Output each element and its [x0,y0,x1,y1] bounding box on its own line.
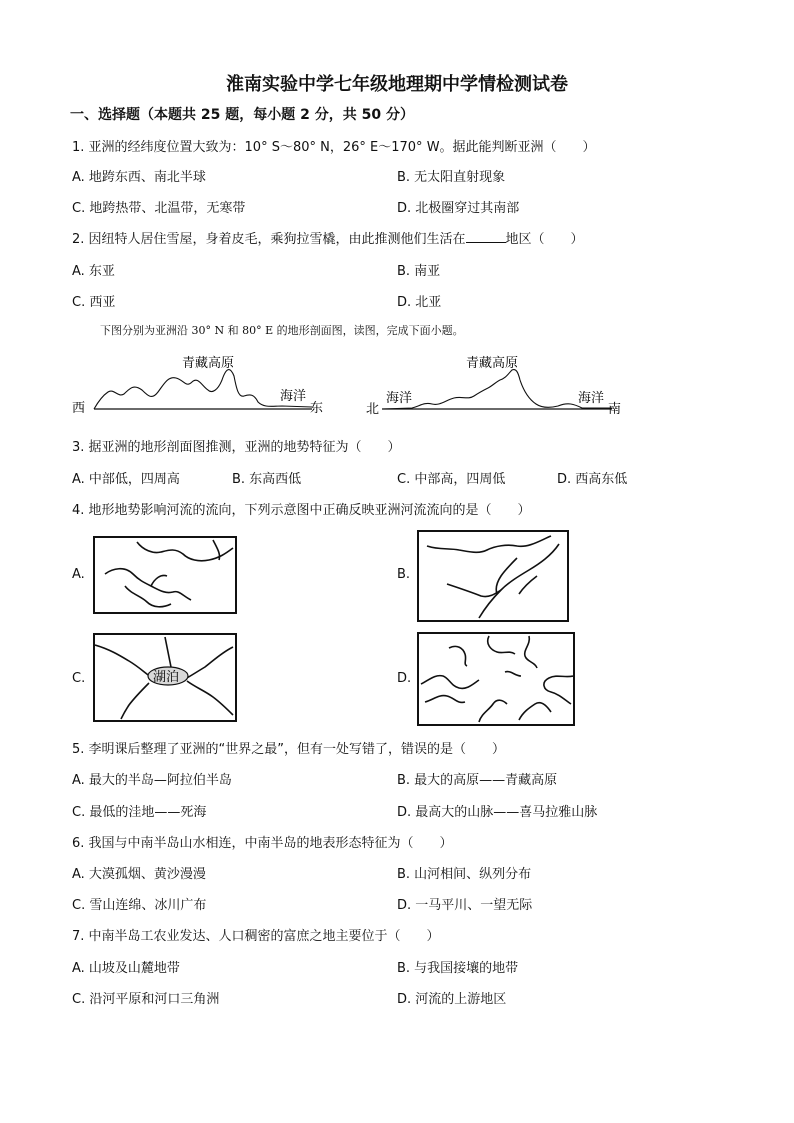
profile-30n-ocean-label: 海洋 [280,388,307,403]
section-heading: 一、选择题（本题共 25 题，每小题 2 分，共 50 分） [70,107,414,123]
question-7-option-a[interactable]: A. 山坡及山麓地带 [72,961,180,976]
river-map-a-svg [95,538,235,612]
profile-30n-east-label: 东 [310,400,324,415]
profile-30n-figure [72,350,332,420]
question-2-option-c[interactable]: C. 西亚 [72,295,116,310]
question-7-stem: 7. 中南半岛工农业发达、人口稠密的富庶之地主要位于（ ） [72,929,440,944]
river-map-d-svg [419,634,573,724]
question-3-option-d[interactable]: D. 西高东低 [557,472,628,487]
question-2-stem-text: 2. 因纽特人居住雪屋，身着皮毛，乘狗拉雪橇，由此推测他们生活在 [72,232,466,247]
profile-80e-svg [362,350,632,420]
profile-80e-peak-label: 青藏高原 [466,355,519,370]
question-7-option-b[interactable]: B. 与我国接壤的地带 [397,961,519,976]
question-3-option-a[interactable]: A. 中部低，四周高 [72,472,180,487]
profile-80e-north-label: 北 [366,401,380,416]
question-1-option-a[interactable]: A. 地跨东西、南北半球 [72,170,206,185]
question-7-option-d[interactable]: D. 河流的上游地区 [397,992,507,1007]
profile-30n-svg [72,350,332,420]
profile-30n-peak-label: 青藏高原 [182,355,235,370]
question-5-option-d[interactable]: D. 最高大的山脉——喜马拉雅山脉 [397,805,598,820]
question-2-option-a[interactable]: A. 东亚 [72,264,115,279]
question-7-option-c[interactable]: C. 沿河平原和河口三角洲 [72,992,220,1007]
question-6-option-a[interactable]: A. 大漠孤烟、黄沙漫漫 [72,867,206,882]
question-4-option-a-label[interactable]: A. [72,567,85,582]
question-2-option-d[interactable]: D. 北亚 [397,295,442,310]
lake-label: 湖泊 [153,669,180,684]
figure-intro: 下图分别为亚洲沿 30° N 和 80° E 的地形剖面图，读图，完成下面小题。 [100,324,464,337]
question-6-stem: 6. 我国与中南半岛山水相连，中南半岛的地表形态特征为（ ） [72,836,453,851]
question-4-option-c-label[interactable]: C. [72,671,86,686]
question-4-option-b-label[interactable]: B. [397,567,411,582]
question-4-option-d-label[interactable]: D. [397,671,412,686]
question-2-stem [72,228,584,247]
page-title: 淮南实验中学七年级地理期中学情检测试卷 [226,74,568,95]
question-3-option-c[interactable]: C. 中部高，四周低 [397,472,506,487]
profile-30n-west-label: 西 [72,400,86,415]
profile-80e-figure [362,350,632,420]
question-5-option-a[interactable]: A. 最大的半岛—阿拉伯半岛 [72,773,232,788]
question-6-option-b[interactable]: B. 山河相间、纵列分布 [397,867,532,882]
river-map-b-svg [419,532,567,620]
answer-blank [466,230,506,243]
question-6-option-d[interactable]: D. 一马平川、一望无际 [397,898,533,913]
profile-80e-ocean-right-label: 海洋 [578,390,605,405]
question-2-option-b[interactable]: B. 南亚 [397,264,441,279]
question-2-stem-tail: 地区（ ） [505,232,584,247]
question-3-option-b[interactable]: B. 东高西低 [232,472,302,487]
question-5-option-c[interactable]: C. 最低的洼地——死海 [72,805,207,820]
river-map-a[interactable] [93,536,237,614]
river-map-d[interactable] [417,632,575,726]
question-3-stem: 3. 据亚洲的地形剖面图推测，亚洲的地势特征为（ ） [72,440,401,455]
question-4-stem: 4. 地形地势影响河流的流向，下列示意图中正确反映亚洲河流流向的是（ ） [72,503,531,518]
profile-80e-south-label: 南 [608,401,622,416]
question-5-stem: 5. 李明课后整理了亚洲的“世界之最”，但有一处写错了，错误的是（ ） [72,742,506,757]
question-6-option-c[interactable]: C. 雪山连绵、冰川广布 [72,898,207,913]
river-map-c[interactable] [93,633,237,722]
profile-80e-ocean-left-label: 海洋 [386,390,413,405]
question-1-stem: 1. 亚洲的经纬度位置大致为：10° S～80° N，26° E～170° W。据此能判断亚洲（ ） [72,140,596,155]
question-1-option-c[interactable]: C. 地跨热带、北温带，无寒带 [72,201,246,216]
river-map-c-svg [95,635,235,720]
question-1-option-d[interactable]: D. 北极圈穿过其南部 [397,201,520,216]
river-map-b[interactable] [417,530,569,622]
question-1-option-b[interactable]: B. 无太阳直射现象 [397,170,506,185]
question-5-option-b[interactable]: B. 最大的高原——青藏高原 [397,773,558,788]
